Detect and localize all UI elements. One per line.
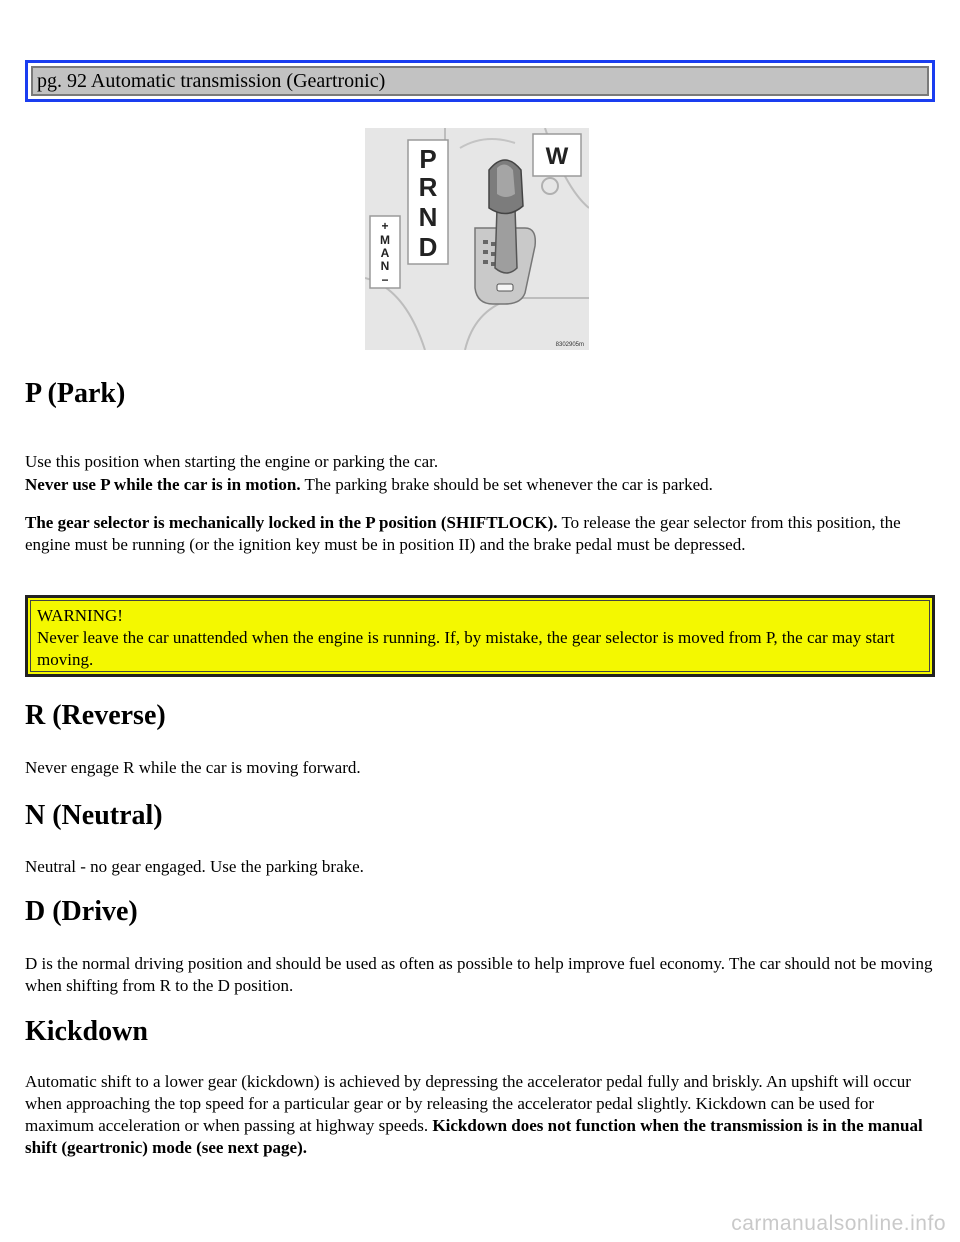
park-paragraph-3 bbox=[25, 512, 935, 556]
gate-letter-n: N bbox=[418, 202, 438, 232]
page-title: pg. 92 Automatic transmission (Geartronic) bbox=[31, 66, 929, 96]
manual-mark-minus: − bbox=[381, 273, 389, 287]
neutral-paragraph: Neutral - no gear engaged. Use the parking brake. bbox=[25, 857, 364, 876]
winter-button-label: W bbox=[545, 143, 569, 170]
warning-text: Never leave the car unattended when the engine is running. If, by mistake, the gear selector is moved from P, the car may start moving. bbox=[37, 628, 895, 669]
park-paragraph-2-text: The parking brake should be set whenever the car is parked. bbox=[300, 475, 713, 494]
figure-code: 8302905m bbox=[555, 342, 584, 348]
kickdown-paragraph-text: Automatic shift to a lower gear (kickdown) is achieved by depressing the accelerator pedal fully and briskly. An upshift will occur when approaching the top speed for a particular gear or by releasing the accelerator pedal slightly. Kickdown can be used for maximum acceleration or when passing at highway speeds. bbox=[25, 1072, 911, 1135]
footer-watermark: carmanualsonline.info bbox=[731, 1212, 946, 1235]
manual-mark-plus: + bbox=[381, 219, 389, 233]
heading-reverse: R (Reverse) bbox=[25, 700, 166, 731]
gate-letter-d: D bbox=[418, 232, 438, 262]
park-paragraph-3-bold: The gear selector is mechanically locked in the P position (SHIFTLOCK). bbox=[25, 513, 558, 532]
kickdown-paragraph-bold: Kickdown does not function when the transmission is in the manual shift (geartronic) mode (see next page). bbox=[25, 1116, 923, 1157]
park-paragraph-2-bold: Never use P while the car is in motion. bbox=[25, 475, 301, 494]
warning-box bbox=[25, 595, 935, 677]
manual-mark-m: M bbox=[380, 233, 390, 247]
manual-mark-a: A bbox=[380, 246, 390, 260]
reverse-paragraph: Never engage R while the car is moving forward. bbox=[25, 758, 361, 777]
heading-park: P (Park) bbox=[25, 378, 126, 409]
gate-letter-p: P bbox=[419, 144, 437, 174]
heading-kickdown: Kickdown bbox=[25, 1016, 148, 1047]
gear-selector-illustration bbox=[365, 128, 589, 350]
warning-title: WARNING! bbox=[37, 606, 123, 625]
drive-paragraph: D is the normal driving position and should be used as often as possible to help improve fuel economy. The car should not be moving when shifting from R to the D position. bbox=[25, 954, 933, 995]
heading-drive: D (Drive) bbox=[25, 896, 138, 927]
park-paragraph-3-text: To release the gear selector from this position, the engine must be running (or the ignition key must be in position II) and the brake pedal must be depressed. bbox=[25, 513, 901, 554]
gate-letter-r: R bbox=[418, 172, 438, 202]
kickdown-paragraph bbox=[25, 1071, 935, 1159]
heading-neutral: N (Neutral) bbox=[25, 800, 163, 831]
park-paragraph-2 bbox=[25, 474, 935, 496]
manual-mark-n: N bbox=[380, 259, 390, 273]
page-header bbox=[25, 60, 935, 102]
gear-selector-drawing bbox=[365, 128, 589, 350]
park-paragraph-1: Use this position when starting the engine or parking the car. bbox=[25, 452, 439, 471]
